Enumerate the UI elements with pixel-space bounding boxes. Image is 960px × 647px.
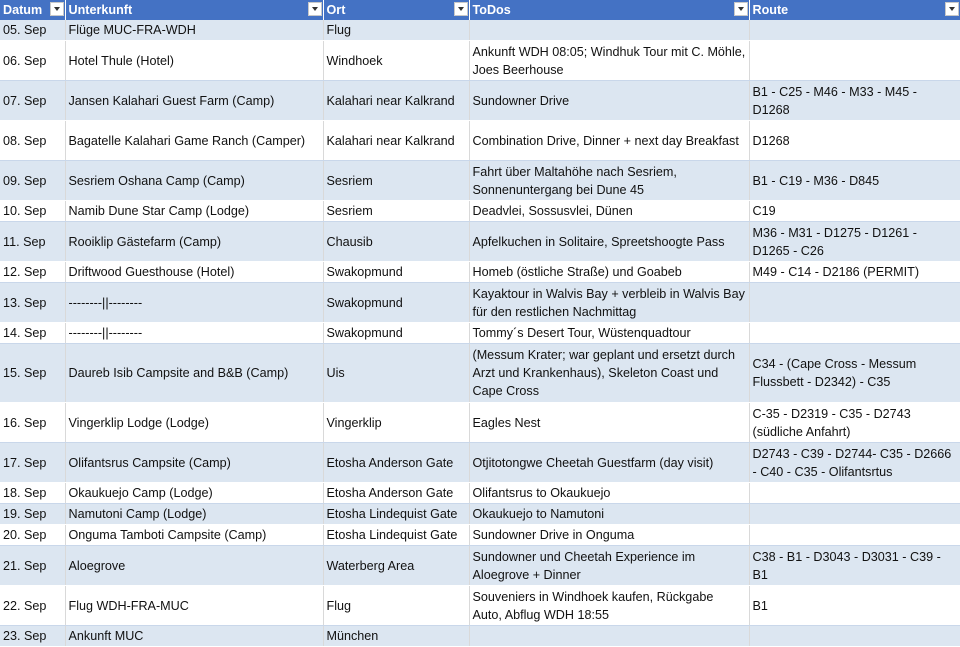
table-row bbox=[0, 443, 960, 483]
table-row bbox=[0, 403, 960, 443]
cell-unterkunft[interactable]: Onguma Tamboti Campsite (Camp) bbox=[65, 525, 323, 546]
cell-route[interactable]: C34 - (Cape Cross - Messum Flussbett - D2342) - C35 bbox=[749, 344, 960, 403]
cell-todos[interactable]: Souveniers in Windhoek kaufen, Rückgabe Auto, Abflug WDH 18:55 bbox=[469, 586, 749, 626]
cell-datum[interactable]: 13. Sep bbox=[0, 283, 65, 323]
cell-unterkunft[interactable]: Okaukuejo Camp (Lodge) bbox=[65, 483, 323, 504]
cell-unterkunft[interactable]: Rooiklip Gästefarm (Camp) bbox=[65, 222, 323, 262]
cell-unterkunft[interactable]: Olifantsrus Campsite (Camp) bbox=[65, 443, 323, 483]
cell-datum[interactable]: 21. Sep bbox=[0, 546, 65, 586]
table-row bbox=[0, 586, 960, 626]
cell-todos[interactable]: Combination Drive, Dinner + next day Breakfast bbox=[469, 121, 749, 161]
cell-datum[interactable]: 19. Sep bbox=[0, 504, 65, 525]
table-row bbox=[0, 262, 960, 283]
table-row bbox=[0, 161, 960, 201]
cell-unterkunft[interactable]: Daureb Isib Campsite and B&B (Camp) bbox=[65, 344, 323, 403]
cell-datum[interactable]: 16. Sep bbox=[0, 403, 65, 443]
cell-unterkunft[interactable]: Bagatelle Kalahari Game Ranch (Camper) bbox=[65, 121, 323, 161]
cell-route[interactable]: D2743 - C39 - D2744- C35 - D2666 - C40 - C35 - Olifantsrtus bbox=[749, 443, 960, 483]
column-header-label: ToDos bbox=[472, 3, 511, 17]
filter-dropdown-icon[interactable] bbox=[308, 2, 322, 16]
cell-ort[interactable]: Flug bbox=[323, 586, 469, 626]
cell-datum[interactable]: 09. Sep bbox=[0, 161, 65, 201]
table-row bbox=[0, 222, 960, 262]
cell-todos[interactable]: Apfelkuchen in Solitaire, Spreetshoogte Pass bbox=[469, 222, 749, 262]
cell-datum[interactable]: 11. Sep bbox=[0, 222, 65, 262]
cell-route[interactable]: C19 bbox=[749, 201, 960, 222]
cell-todos[interactable]: Sundowner Drive bbox=[469, 81, 749, 121]
table-row bbox=[0, 504, 960, 525]
cell-unterkunft[interactable]: --------||-------- bbox=[65, 323, 323, 344]
cell-unterkunft[interactable]: Flüge MUC-FRA-WDH bbox=[65, 20, 323, 41]
cell-route[interactable]: C38 - B1 - D3043 - D3031 - C39 - B1 bbox=[749, 546, 960, 586]
cell-datum[interactable]: 07. Sep bbox=[0, 81, 65, 121]
cell-datum[interactable]: 05. Sep bbox=[0, 20, 65, 41]
cell-route[interactable] bbox=[749, 483, 960, 504]
column-header-todos[interactable] bbox=[469, 0, 749, 20]
column-header-label: Datum bbox=[3, 3, 43, 17]
cell-ort[interactable]: Windhoek bbox=[323, 41, 469, 81]
filter-dropdown-icon[interactable] bbox=[734, 2, 748, 16]
cell-todos[interactable]: Otjitotongwe Cheetah Guestfarm (day visit) bbox=[469, 443, 749, 483]
cell-ort[interactable]: Swakopmund bbox=[323, 262, 469, 283]
cell-unterkunft[interactable]: Flug WDH-FRA-MUC bbox=[65, 586, 323, 626]
cell-route[interactable] bbox=[749, 504, 960, 525]
cell-unterkunft[interactable]: Aloegrove bbox=[65, 546, 323, 586]
table-row bbox=[0, 483, 960, 504]
cell-unterkunft[interactable]: Sesriem Oshana Camp (Camp) bbox=[65, 161, 323, 201]
cell-todos[interactable]: Deadvlei, Sossusvlei, Dünen bbox=[469, 201, 749, 222]
table-row bbox=[0, 41, 960, 81]
cell-unterkunft[interactable]: Vingerklip Lodge (Lodge) bbox=[65, 403, 323, 443]
cell-ort[interactable]: Kalahari near Kalkrand bbox=[323, 121, 469, 161]
cell-ort[interactable]: Flug bbox=[323, 20, 469, 41]
column-header-label: Unterkunft bbox=[68, 3, 133, 17]
cell-ort[interactable]: Etosha Anderson Gate bbox=[323, 483, 469, 504]
cell-unterkunft[interactable]: Namutoni Camp (Lodge) bbox=[65, 504, 323, 525]
cell-route[interactable]: C-35 - D2319 - C35 - D2743 (südliche Anfahrt) bbox=[749, 403, 960, 443]
cell-datum[interactable]: 06. Sep bbox=[0, 41, 65, 81]
cell-route[interactable]: M36 - M31 - D1275 - D1261 - D1265 - C26 bbox=[749, 222, 960, 262]
filter-dropdown-icon[interactable] bbox=[945, 2, 959, 16]
column-header-ort[interactable] bbox=[323, 0, 469, 20]
cell-route[interactable]: M49 - C14 - D2186 (PERMIT) bbox=[749, 262, 960, 283]
cell-route[interactable] bbox=[749, 283, 960, 323]
cell-ort[interactable]: Sesriem bbox=[323, 161, 469, 201]
cell-datum[interactable]: 14. Sep bbox=[0, 323, 65, 344]
cell-todos[interactable]: Kayaktour in Walvis Bay + verbleib in Walvis Bay für den restlichen Nachmittag bbox=[469, 283, 749, 323]
cell-route[interactable] bbox=[749, 41, 960, 81]
cell-route[interactable]: B1 - C19 - M36 - D845 bbox=[749, 161, 960, 201]
cell-ort[interactable]: Etosha Lindequist Gate bbox=[323, 525, 469, 546]
filter-dropdown-icon[interactable] bbox=[50, 2, 64, 16]
cell-unterkunft[interactable]: Namib Dune Star Camp (Lodge) bbox=[65, 201, 323, 222]
table-row bbox=[0, 546, 960, 586]
cell-datum[interactable]: 18. Sep bbox=[0, 483, 65, 504]
cell-todos[interactable]: Fahrt über Maltahöhe nach Sesriem, Sonnenuntergang bei Dune 45 bbox=[469, 161, 749, 201]
cell-todos[interactable] bbox=[469, 626, 749, 647]
table-row bbox=[0, 81, 960, 121]
filter-dropdown-icon[interactable] bbox=[454, 2, 468, 16]
cell-route[interactable] bbox=[749, 626, 960, 647]
cell-datum[interactable]: 12. Sep bbox=[0, 262, 65, 283]
cell-datum[interactable]: 15. Sep bbox=[0, 344, 65, 403]
cell-todos[interactable]: Ankunft WDH 08:05; Windhuk Tour mit C. Möhle, Joes Beerhouse bbox=[469, 41, 749, 81]
cell-datum[interactable]: 10. Sep bbox=[0, 201, 65, 222]
table-row bbox=[0, 121, 960, 161]
cell-datum[interactable]: 17. Sep bbox=[0, 443, 65, 483]
cell-ort[interactable]: Swakopmund bbox=[323, 283, 469, 323]
cell-todos[interactable]: Homeb (östliche Straße) und Goabeb bbox=[469, 262, 749, 283]
column-header-unterkunft[interactable] bbox=[65, 0, 323, 20]
cell-datum[interactable]: 20. Sep bbox=[0, 525, 65, 546]
cell-datum[interactable]: 23. Sep bbox=[0, 626, 65, 647]
column-header-datum[interactable] bbox=[0, 0, 65, 20]
table-row bbox=[0, 626, 960, 647]
cell-unterkunft[interactable]: Hotel Thule (Hotel) bbox=[65, 41, 323, 81]
cell-ort[interactable]: Etosha Lindequist Gate bbox=[323, 504, 469, 525]
table-row bbox=[0, 283, 960, 323]
cell-todos[interactable]: Tommy´s Desert Tour, Wüstenquadtour bbox=[469, 323, 749, 344]
cell-route[interactable] bbox=[749, 323, 960, 344]
table-row bbox=[0, 201, 960, 222]
cell-todos[interactable]: Sundowner und Cheetah Experience im Aloegrove + Dinner bbox=[469, 546, 749, 586]
cell-ort[interactable]: Swakopmund bbox=[323, 323, 469, 344]
cell-todos[interactable]: Okaukuejo to Namutoni bbox=[469, 504, 749, 525]
cell-unterkunft[interactable]: Jansen Kalahari Guest Farm (Camp) bbox=[65, 81, 323, 121]
cell-todos[interactable]: (Messum Krater; war geplant und ersetzt durch Arzt und Krankenhaus), Skeleton Coast und Cape Cross bbox=[469, 344, 749, 403]
table-row bbox=[0, 344, 960, 403]
cell-datum[interactable]: 08. Sep bbox=[0, 121, 65, 161]
table-row bbox=[0, 323, 960, 344]
cell-route[interactable] bbox=[749, 525, 960, 546]
column-header-route[interactable] bbox=[749, 0, 960, 20]
cell-ort[interactable]: Sesriem bbox=[323, 201, 469, 222]
cell-route[interactable] bbox=[749, 20, 960, 41]
cell-datum[interactable]: 22. Sep bbox=[0, 586, 65, 626]
table-row bbox=[0, 20, 960, 41]
cell-unterkunft[interactable]: --------||-------- bbox=[65, 283, 323, 323]
cell-route[interactable]: B1 bbox=[749, 586, 960, 626]
cell-todos[interactable] bbox=[469, 20, 749, 41]
cell-route[interactable]: D1268 bbox=[749, 121, 960, 161]
cell-todos[interactable]: Sundowner Drive in Onguma bbox=[469, 525, 749, 546]
cell-ort[interactable]: Chausib bbox=[323, 222, 469, 262]
cell-ort[interactable]: Uis bbox=[323, 344, 469, 403]
cell-unterkunft[interactable]: Driftwood Guesthouse (Hotel) bbox=[65, 262, 323, 283]
cell-ort[interactable]: Kalahari near Kalkrand bbox=[323, 81, 469, 121]
cell-ort[interactable]: Etosha Anderson Gate bbox=[323, 443, 469, 483]
cell-todos[interactable]: Olifantsrus to Okaukuejo bbox=[469, 483, 749, 504]
cell-route[interactable]: B1 - C25 - M46 - M33 - M45 - D1268 bbox=[749, 81, 960, 121]
cell-ort[interactable]: Waterberg Area bbox=[323, 546, 469, 586]
table-row bbox=[0, 525, 960, 546]
cell-ort[interactable]: München bbox=[323, 626, 469, 647]
cell-ort[interactable]: Vingerklip bbox=[323, 403, 469, 443]
column-header-label: Route bbox=[752, 3, 789, 17]
column-header-label: Ort bbox=[326, 3, 346, 17]
header-row bbox=[0, 0, 960, 20]
cell-todos[interactable]: Eagles Nest bbox=[469, 403, 749, 443]
cell-unterkunft[interactable]: Ankunft MUC bbox=[65, 626, 323, 647]
